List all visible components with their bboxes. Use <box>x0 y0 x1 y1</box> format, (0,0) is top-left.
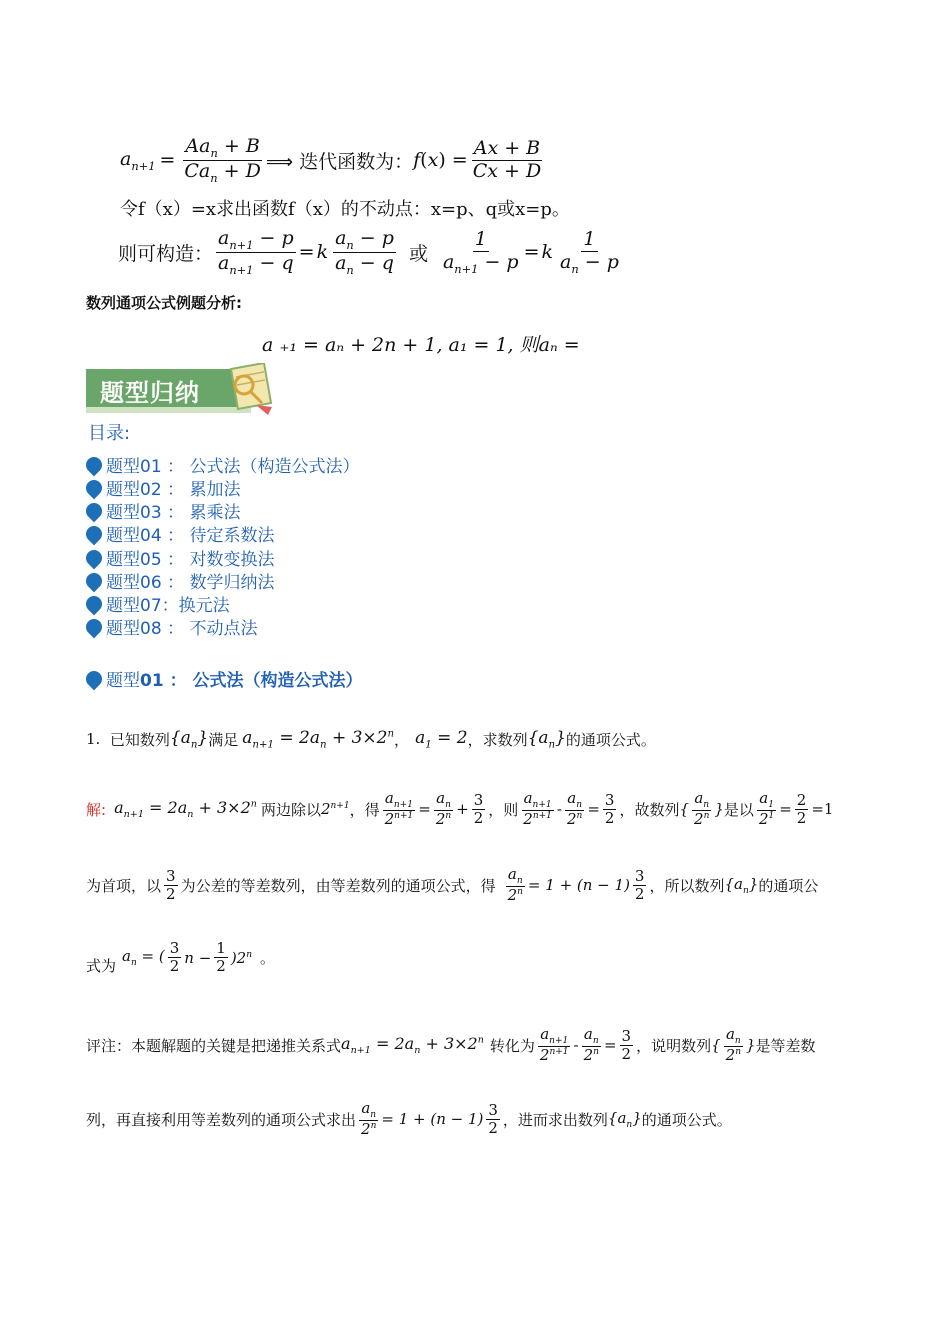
pin-icon <box>83 667 106 690</box>
toc-item-06[interactable]: 题型06 ： 数学归纳法 <box>86 568 274 593</box>
solution-line-3: 式为 $a_n$ = ( $\frac{3}{2}$ n − $\frac{1}{2}$ )2$^n$ 。 <box>86 939 276 976</box>
toc-item-01[interactable]: 题型01 ： 公式法（构造公式法） <box>86 452 359 477</box>
book-icon <box>231 363 272 415</box>
iteration-label: ⟹ 迭代函数为： <box>265 150 414 173</box>
pin-icon <box>83 453 106 476</box>
pin-icon <box>83 476 106 499</box>
solution-line-1: 解: $a_{n+1} = 2a_n + 3\times 2^n$ 两边除以 $2^{n+1}$ ，得 $\frac{a_{n+1}}{2^{n+1}}$ = $\frac{a_n}{2^n}$ + $\frac{3}{2}$ ，则 $\frac{a_{n+1}}{2^{n+1}}$ - $\frac{a_n}{2^n}$ = $\frac{3}{2}$ ，故数列 { $\frac{a_n}{2^n}$ } 是以 $\frac{a_1}{2^1}$ = $\frac{2}{2}$ =1 <box>86 789 834 829</box>
toc-item-02[interactable]: 题型02 ： 累加法 <box>86 475 240 500</box>
construct-formula: 则可构造： $\frac{a_{n+1} - p}{a_{n+1} - q}$ = k $\frac{a_n - p}{a_n - q}$ 或 $\frac{1}{a_{n+1} - p}$ = k $\frac{1}{a_n - p}$ <box>118 227 619 277</box>
pin-icon <box>83 615 106 638</box>
solution-line-2: 为首项，以 $\frac{3}{2}$ 为公差的等差数列，由等差数列的通项公式，得 $\frac{a_n}{2^n}$ = 1 + (n − 1) $\frac{3}{2}$ ，所以数列 $\{a_n\}$ 的通项公 <box>86 865 819 905</box>
problem-1: 1. 已知数列 $\{a_n\}$ 满足 $a_{n+1} = 2a_n + 3\times 2^n$ ， $a_1 = 2$ ，求数列 $\{a_n\}$ 的通项公式。 <box>86 728 656 751</box>
comment-line-2: 列，再直接利用等差数列的通项公式求出 $\frac{a_n}{2^n}$ = 1 + (n − 1) $\frac{3}{2}$ ，进而求出数列 $\{a_n\}$ 的通项公式。 <box>86 1099 732 1139</box>
toc-item-05[interactable]: 题型05 ： 对数变换法 <box>86 545 274 570</box>
construct-label: 则可构造： <box>118 242 214 265</box>
section-banner <box>86 363 276 415</box>
toc-item-03[interactable]: 题型03 ： 累乘法 <box>86 498 240 523</box>
pin-icon <box>83 499 106 522</box>
banner-title: 题型归纳 <box>100 379 200 407</box>
toc-item-07[interactable]: 题型07：换元法 <box>86 591 230 616</box>
section-01-heading: 题型 01 ： 公式法（构造公式法） <box>86 666 363 691</box>
fixed-point-line: 令f（x）=x求出函数f（x）的不动点：x=p、q或x=p。 <box>120 199 570 220</box>
pin-icon <box>83 569 106 592</box>
example-formula: a ₊₁ = aₙ + 2n + 1, a₁ = 1, 则aₙ = <box>262 334 580 356</box>
or-label: 或 <box>408 242 428 265</box>
toc-item-04[interactable]: 题型04 ： 待定系数法 <box>86 521 274 546</box>
toc-item-08[interactable]: 题型08 ： 不动点法 <box>86 614 257 639</box>
pin-icon <box>83 546 106 569</box>
toc-title: 目录: <box>88 423 131 444</box>
pin-icon <box>83 592 106 615</box>
example-heading: 数列通项公式例题分析: <box>86 294 242 312</box>
comment-line-1: 评注：本题解题的关键是把递推关系式 $a_{n+1} = 2a_n + 3\times 2^n$ 转化为 $\frac{a_{n+1}}{2^{n+1}}$ - $\frac{a_n}{2^n}$ = $\frac{3}{2}$ ，说明数列 { $\frac{a_n}{2^n}$ } 是等差数 <box>86 1025 816 1065</box>
recurrence-formula: $a_{n+1}$ = $\frac{Aa_n + B}{Ca_n + D}$ ⟹ 迭代函数为： f ( x ) = $\frac{Ax + B}{Cx + D}$ <box>120 135 542 185</box>
solution-label: 解: <box>86 800 107 819</box>
pin-icon <box>83 522 106 545</box>
